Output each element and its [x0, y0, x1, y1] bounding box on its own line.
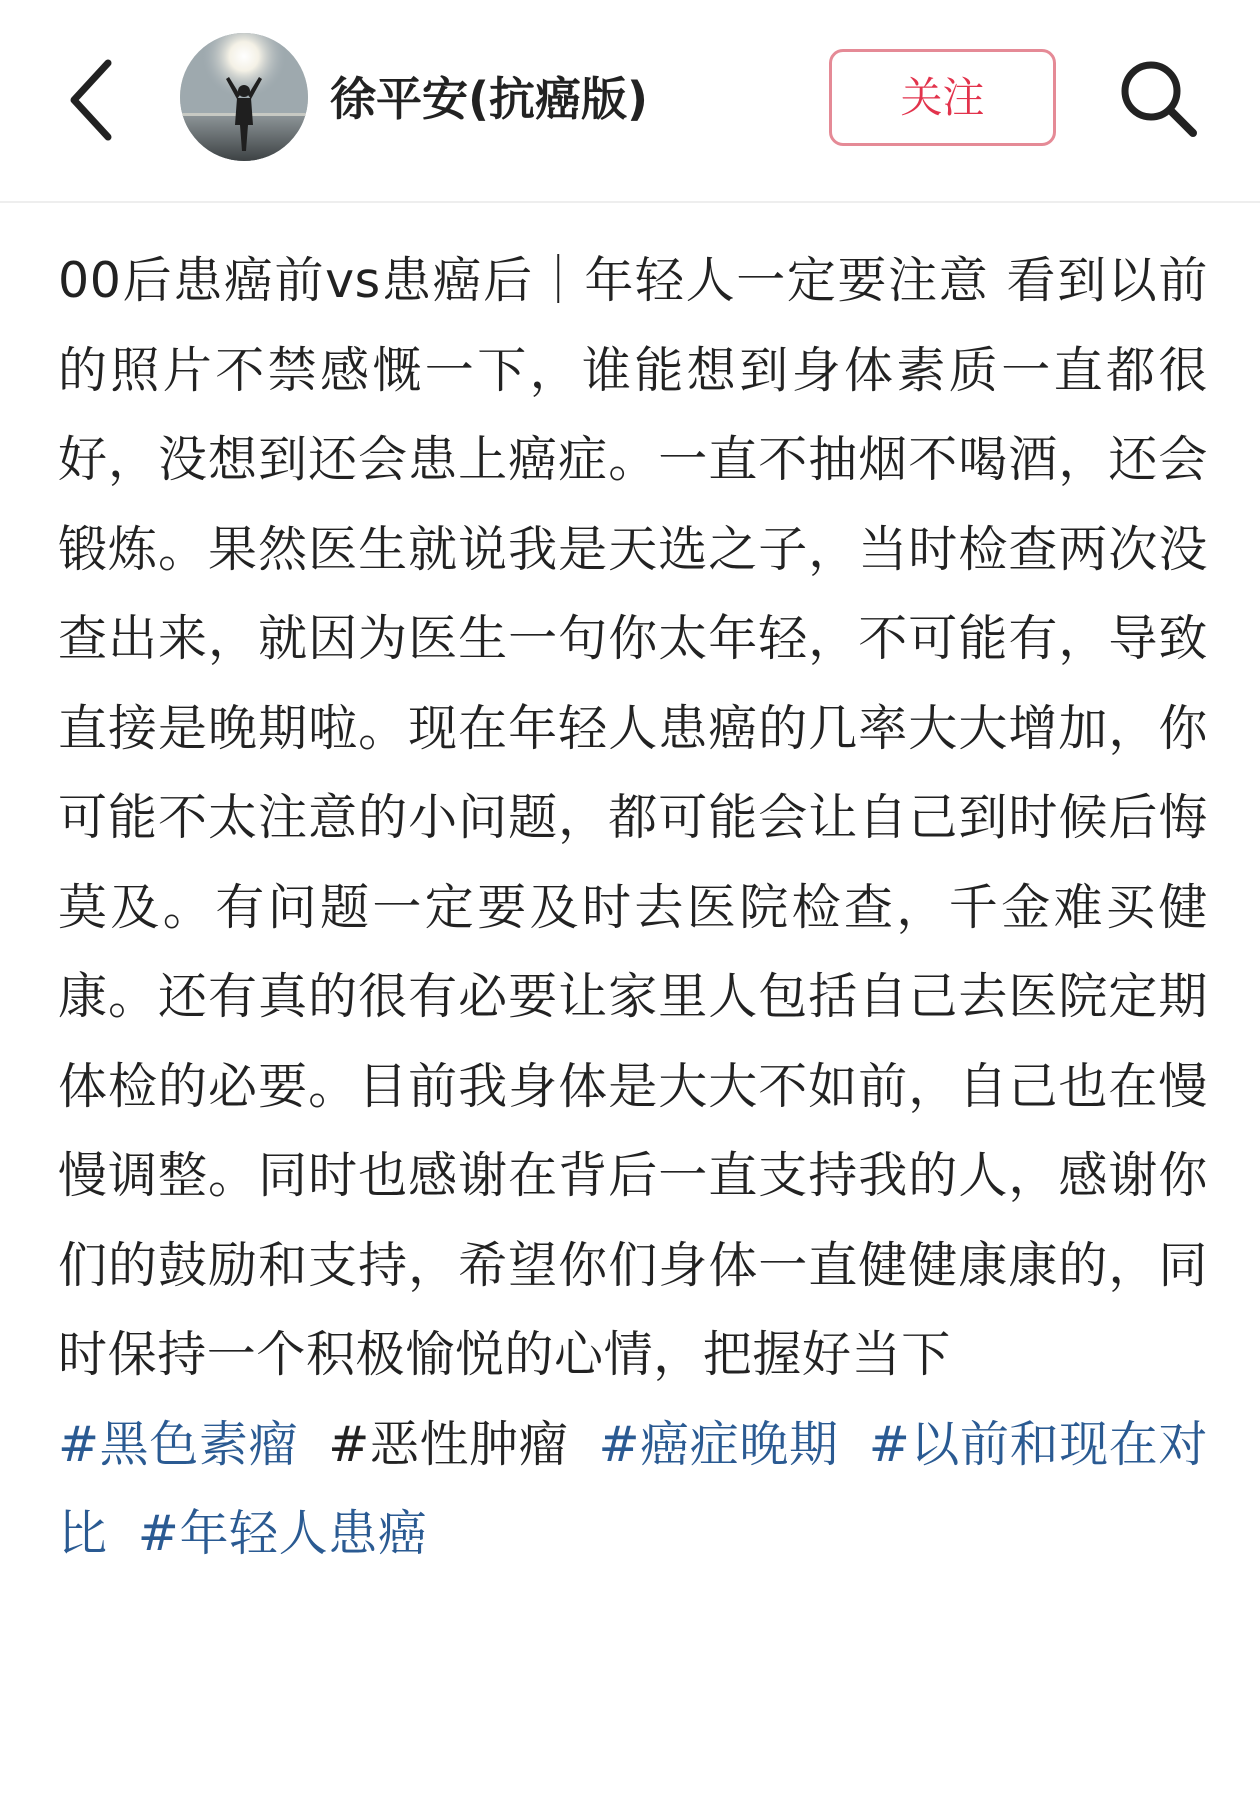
- follow-button[interactable]: 关注: [829, 49, 1056, 146]
- chevron-left-icon: [60, 55, 130, 145]
- hashtag[interactable]: #以前和现在对比: [58, 1415, 1209, 1562]
- hashtag[interactable]: #黑色素瘤: [58, 1415, 299, 1473]
- avatar[interactable]: [180, 33, 308, 161]
- hashtag[interactable]: #癌症晚期: [598, 1415, 839, 1473]
- search-icon: [1115, 55, 1200, 140]
- hashtag[interactable]: #恶性肿瘤: [328, 1415, 569, 1473]
- hashtag-list: [58, 1400, 1208, 1579]
- hashtag[interactable]: #年轻人患癌: [137, 1505, 428, 1562]
- search-button[interactable]: [1115, 55, 1200, 140]
- back-button[interactable]: [60, 55, 130, 145]
- author-name[interactable]: 徐平安(抗癌版): [330, 72, 649, 126]
- post-body-text: 00后患癌前vs患癌后｜年轻人一定要注意 看到以前的照片不禁感慨一下，谁能想到身体素质一直都很好，没想到还会患上癌症。一直不抽烟不喝酒，还会锻炼。果然医生就说我是天选之子，当时检查两次没查出来，就因为医生一句你太年轻，不可能有，导致直接是晚期啦。现在年轻人患癌的几率大大增加，你可能不太注意的小问题，都可能会让自己到时候后悔莫及。有问题一定要及时去医院检查，千金难买健康。还有真的很有必要让家里人包括自己去医院定期体检的必要。目前我身体是大大不如前，自己也在慢慢调整。同时也感谢在背后一直支持我的人，感谢你们的鼓励和支持，希望你们身体一直健健康康的，同时保持一个积极愉悦的心情，把握好当下: [58, 252, 1208, 1383]
- avatar-image: [180, 33, 308, 161]
- post-content: [58, 236, 1208, 1579]
- top-bar: [0, 0, 1260, 203]
